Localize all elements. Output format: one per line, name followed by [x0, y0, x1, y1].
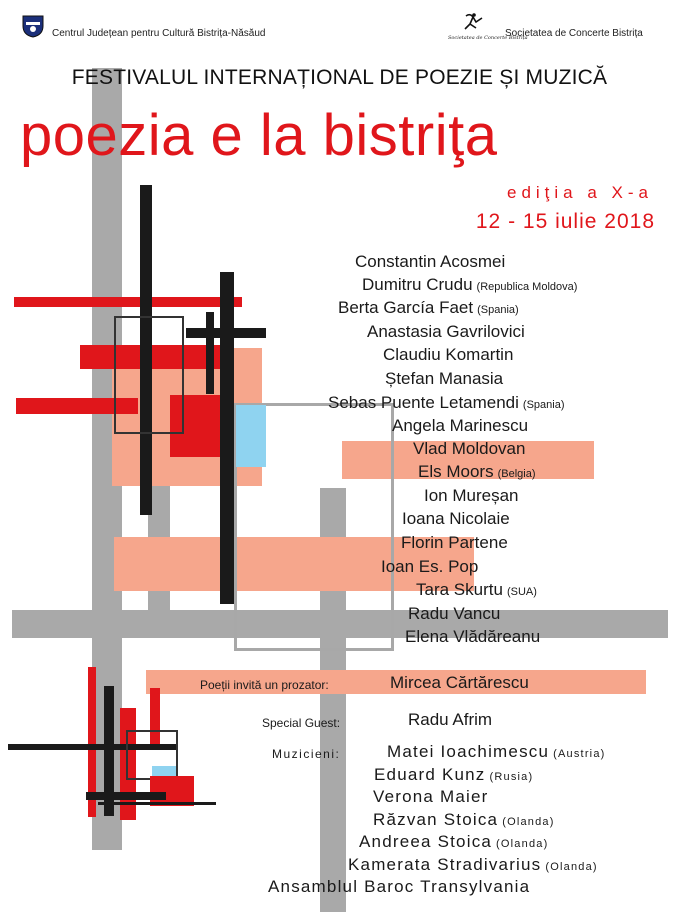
edition: ediţia a X-a	[507, 183, 653, 202]
special-guest-label: Special Guest:	[262, 716, 341, 730]
special-guest: Radu Afrim	[408, 710, 493, 729]
list-item: Angela Marinescu	[392, 416, 529, 435]
list-item: Constantin Acosmei	[355, 252, 506, 271]
list-item: Radu Vancu	[408, 604, 501, 623]
festival-dates: 12 - 15 iulie 2018	[475, 210, 655, 233]
list-item: Ioan Es. Pop	[381, 557, 479, 576]
list-item: Sebas Puente Letamendi (Spania)	[328, 393, 565, 412]
black-bar-horizontal	[186, 328, 266, 338]
black-bar-vertical	[206, 312, 214, 394]
dancer-logo	[448, 12, 528, 41]
county-crest-icon	[22, 14, 44, 38]
list-item: Matei Ioachimescu (Austria)	[387, 742, 606, 761]
list-item: Anastasia Gavrilovici	[367, 322, 525, 341]
list-item: Verona Maier	[373, 787, 489, 806]
list-item: Vlad Moldovan	[413, 439, 526, 458]
list-item: Ștefan Manasia	[385, 369, 504, 388]
list-item: Florin Partene	[401, 533, 508, 552]
black-bar-vertical	[220, 272, 234, 604]
list-item: Tara Skurtu (SUA)	[416, 580, 537, 599]
list-item: Eduard Kunz (Rusia)	[374, 765, 534, 784]
dancer-logo-text: Societatea de Concerte Bistrița	[448, 35, 528, 41]
list-item: Els Moors (Belgia)	[418, 462, 536, 481]
festival-name: poezia e la bistriţa	[20, 103, 498, 168]
prose-label: Poeții invită un prozator:	[200, 678, 329, 692]
list-item: Berta García Faet (Spania)	[338, 298, 519, 317]
black-frame	[114, 316, 184, 434]
list-item: Ioana Nicolaie	[402, 509, 510, 528]
light-blue-block	[152, 766, 176, 776]
red-bar	[14, 297, 242, 307]
list-item: Răzvan Stoica (Olanda)	[373, 810, 555, 829]
black-bar-horizontal	[86, 792, 166, 800]
list-item: Andreea Stoica (Olanda)	[359, 832, 549, 851]
dancer-logo-icon	[448, 12, 494, 32]
list-item: Kamerata Stradivarius (Olanda)	[348, 855, 598, 874]
left-organization: Centrul Județean pentru Cultură Bistrița-Năsăud	[52, 28, 266, 39]
right-organization: Societatea de Concerte Bistrița	[505, 28, 643, 39]
list-item: Claudiu Komartin	[383, 345, 514, 364]
prose-writer: Mircea Cărtărescu	[390, 673, 529, 692]
musicians-label: Muzicieni:	[272, 747, 341, 761]
list-item: Elena Vlădăreanu	[405, 627, 541, 646]
list-item: Ion Mureșan	[424, 486, 519, 505]
light-blue-block	[236, 405, 266, 467]
list-item: Ansamblul Baroc Transylvania	[268, 877, 531, 896]
black-bar-horizontal	[98, 802, 216, 805]
county-crest-logo	[22, 14, 44, 38]
list-item: Dumitru Crudu (Republica Moldova)	[362, 275, 578, 294]
festival-title: FESTIVALUL INTERNAȚIONAL DE POEZIE ȘI MUZICĂ	[71, 66, 608, 89]
